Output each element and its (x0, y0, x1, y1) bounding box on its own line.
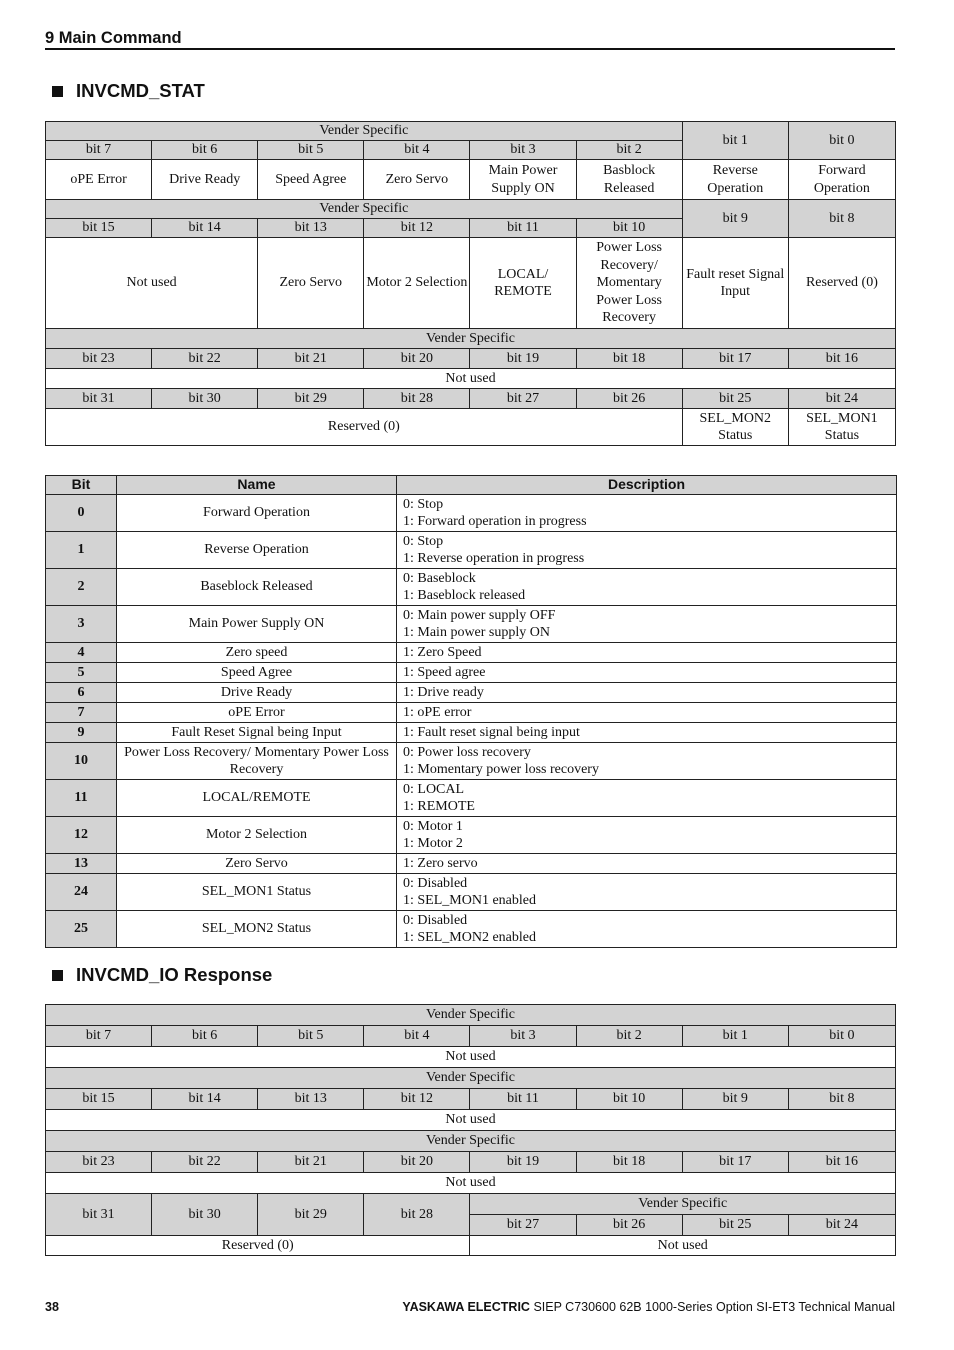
bit-label: bit 21 (258, 349, 364, 369)
reserved-cell: Reserved (0) (46, 1236, 470, 1256)
bit-label: bit 5 (258, 1026, 364, 1047)
footer-manual-title (402, 1300, 895, 1314)
bit-label: bit 12 (364, 219, 470, 238)
table-row (46, 532, 897, 569)
column-header: Description (397, 476, 897, 495)
table-row (46, 911, 897, 948)
bit-label: bit 7 (46, 1026, 152, 1047)
bit-label: bit 23 (46, 349, 152, 369)
description-line: 0: LOCAL (403, 781, 465, 797)
bit-name-cell: Drive Ready (117, 683, 397, 703)
bit-label: bit 1 (682, 1026, 788, 1047)
bit-number-cell: 12 (46, 817, 117, 854)
bit-description-cell (397, 606, 897, 643)
table-row (46, 606, 897, 643)
bit-value: Drive Ready (152, 160, 258, 200)
bit-description-cell (397, 532, 897, 569)
column-header: Bit (46, 476, 117, 495)
bit-label: bit 27 (470, 389, 576, 409)
bit-name-cell: Forward Operation (117, 495, 397, 532)
bit-number-cell: 3 (46, 606, 117, 643)
bit-description-cell (397, 683, 897, 703)
description-line: 1: Main power supply ON (403, 625, 550, 640)
section-title: INVCMD_STAT (76, 80, 205, 101)
table-row (46, 743, 897, 780)
footer-brand: YASKAWA ELECTRIC (402, 1300, 530, 1314)
bit-description-table (45, 475, 897, 948)
description-line: 1: SEL_MON2 enabled (403, 930, 536, 945)
bit-label: bit 14 (152, 219, 258, 238)
section-title: INVCMD_IO Response (76, 964, 273, 985)
bit-name-cell: Fault Reset Signal being Input (117, 723, 397, 743)
bit-value: Reserved (0) (46, 409, 683, 446)
bit-value: SEL_MON1 Status (788, 409, 895, 446)
bit-label: bit 15 (46, 219, 152, 238)
description-line: 0: Stop (403, 533, 444, 549)
bit-label: bit 10 (576, 1089, 682, 1110)
table-row (46, 663, 897, 683)
table-row (46, 780, 897, 817)
bit-label: bit 30 (152, 389, 258, 409)
vendor-specific-header: Vender Specific (470, 1194, 896, 1215)
bit-label: bit 4 (364, 1026, 470, 1047)
description-rows (46, 495, 897, 948)
bit-label: bit 24 (788, 1215, 895, 1236)
bit-label: bit 11 (470, 219, 576, 238)
bit-value: Zero Servo (258, 238, 364, 329)
bit-label: bit 30 (152, 1194, 258, 1236)
vendor-specific-header: Vender Specific (46, 1068, 896, 1089)
description-line: 0: Main power supply OFF (403, 607, 556, 623)
footer-manual-name: SIEP C730600 62B 1000-Series Option SI-ET3 Technical Manual (533, 1300, 895, 1314)
bit-name-cell: SEL_MON1 Status (117, 874, 397, 911)
bit-number-cell: 1 (46, 532, 117, 569)
bit-description-cell (397, 663, 897, 683)
bit-label: bit 19 (470, 349, 576, 369)
bit-label: bit 7 (46, 141, 152, 160)
description-line: 1: SEL_MON1 enabled (403, 893, 536, 908)
bit-label: bit 25 (682, 1215, 788, 1236)
bit-number-cell: 2 (46, 569, 117, 606)
bit-label: bit 9 (682, 200, 788, 238)
bit-value: Fault reset Signal Input (682, 238, 788, 329)
bit-label: bit 28 (364, 389, 470, 409)
bit-label: bit 31 (46, 1194, 152, 1236)
bit-label: bit 9 (682, 1089, 788, 1110)
bit-label: bit 18 (576, 1152, 682, 1173)
bit-value: Basblock Released (576, 160, 682, 200)
description-line: 1: oPE error (403, 704, 472, 720)
bit-label: bit 27 (470, 1215, 576, 1236)
description-line: 1: Zero servo (403, 855, 478, 871)
bit-label: bit 16 (788, 1152, 895, 1173)
bit-label: bit 14 (152, 1089, 258, 1110)
table-row (46, 683, 897, 703)
bit-value: oPE Error (46, 160, 152, 200)
description-line: 1: Drive ready (403, 684, 484, 700)
bit-label: bit 22 (152, 349, 258, 369)
description-line: 0: Power loss recovery (403, 744, 531, 760)
column-header: Name (117, 476, 397, 495)
table-row (46, 854, 897, 874)
bit-name-cell: oPE Error (117, 703, 397, 723)
description-line: 1: Baseblock released (403, 588, 526, 603)
table-row (46, 643, 897, 663)
page-number: 38 (45, 1300, 59, 1314)
bit-description-cell (397, 874, 897, 911)
chapter-heading: 9 Main Command (45, 29, 182, 47)
bit-label: bit 16 (788, 349, 895, 369)
section-heading-invcmd-stat (52, 80, 205, 102)
bit-name-cell: Motor 2 Selection (117, 817, 397, 854)
bit-description-cell (397, 495, 897, 532)
description-line: 0: Disabled (403, 875, 468, 891)
not-used-cell: Not used (46, 1110, 896, 1131)
not-used-cell: Not used (46, 369, 896, 389)
bit-description-cell (397, 703, 897, 723)
section-heading-invcmd-io (52, 964, 272, 986)
description-line: 0: Stop (403, 496, 444, 512)
bit-label: bit 5 (258, 141, 364, 160)
bit-label: bit 31 (46, 389, 152, 409)
bit-label: bit 23 (46, 1152, 152, 1173)
description-line: 1: Fault reset signal being input (403, 724, 580, 740)
bit-label: bit 15 (46, 1089, 152, 1110)
bit-label: bit 20 (364, 349, 470, 369)
bit-label: bit 29 (258, 389, 364, 409)
bit-description-cell (397, 911, 897, 948)
bit-label: bit 13 (258, 1089, 364, 1110)
bit-value: Forward Operation (788, 160, 895, 200)
bit-label: bit 0 (788, 1026, 895, 1047)
bit-label: bit 0 (788, 122, 895, 160)
description-line: 1: Speed agree (403, 664, 486, 680)
chapter-rule (45, 48, 895, 50)
bit-label: bit 3 (470, 1026, 576, 1047)
bit-value: Main Power Supply ON (470, 160, 576, 200)
bit-label: bit 3 (470, 141, 576, 160)
bit-label: bit 26 (576, 389, 682, 409)
bit-description-cell (397, 743, 897, 780)
bit-label: bit 10 (576, 219, 682, 238)
bit-label: bit 28 (364, 1194, 470, 1236)
description-line: 0: Motor 1 (403, 818, 463, 834)
bit-name-cell: Zero Servo (117, 854, 397, 874)
bit-label: bit 13 (258, 219, 364, 238)
bit-value: Zero Servo (364, 160, 470, 200)
table-row (46, 874, 897, 911)
vendor-specific-header: Vender Specific (46, 200, 683, 219)
vendor-specific-header: Vender Specific (46, 329, 896, 349)
description-line: 1: Momentary power loss recovery (403, 762, 599, 777)
vendor-specific-header: Vender Specific (46, 1005, 896, 1026)
bit-name-cell: Power Loss Recovery/ Momentary Power Loss Recovery (117, 743, 397, 780)
table-row (46, 703, 897, 723)
bit-label: bit 1 (682, 122, 788, 160)
bit-label: bit 11 (470, 1089, 576, 1110)
bit-value: Reserved (0) (788, 238, 895, 329)
description-line: 1: Reverse operation in progress (403, 551, 585, 566)
vendor-specific-header: Vender Specific (46, 122, 683, 141)
description-line: 1: Forward operation in progress (403, 514, 587, 529)
description-line: 1: Zero Speed (403, 644, 482, 660)
bit-number-cell: 13 (46, 854, 117, 874)
bit-value: Reverse Operation (682, 160, 788, 200)
not-used-cell: Not used (46, 1173, 896, 1194)
bit-name-cell: LOCAL/REMOTE (117, 780, 397, 817)
description-line: 0: Baseblock (403, 570, 476, 586)
square-bullet-icon (52, 86, 63, 97)
bit-number-cell: 25 (46, 911, 117, 948)
bit-label: bit 20 (364, 1152, 470, 1173)
table-row (46, 817, 897, 854)
bit-label: bit 2 (576, 1026, 682, 1047)
bit-number-cell: 6 (46, 683, 117, 703)
description-line: 0: Disabled (403, 912, 468, 928)
bit-description-cell (397, 569, 897, 606)
bit-value: SEL_MON2 Status (682, 409, 788, 446)
bit-label: bit 8 (788, 200, 895, 238)
stat-bit-table (45, 121, 896, 446)
bit-number-cell: 9 (46, 723, 117, 743)
description-line: 1: Motor 2 (403, 836, 463, 851)
bit-number-cell: 5 (46, 663, 117, 683)
bit-label: bit 4 (364, 141, 470, 160)
bit-description-cell (397, 643, 897, 663)
bit-name-cell: SEL_MON2 Status (117, 911, 397, 948)
bit-name-cell: Speed Agree (117, 663, 397, 683)
bit-label: bit 18 (576, 349, 682, 369)
not-used-cell: Not used (46, 1047, 896, 1068)
bit-name-cell: Zero speed (117, 643, 397, 663)
not-used-cell: Not used (470, 1236, 896, 1256)
bit-description-cell (397, 780, 897, 817)
table-row (46, 723, 897, 743)
bit-label: bit 29 (258, 1194, 364, 1236)
bit-label: bit 21 (258, 1152, 364, 1173)
bit-value: Power Loss Recovery/ Momentary Power Loss Recovery (576, 238, 682, 329)
bit-description-cell (397, 817, 897, 854)
bit-label: bit 19 (470, 1152, 576, 1173)
bit-number-cell: 4 (46, 643, 117, 663)
bit-label: bit 24 (788, 389, 895, 409)
bit-label: bit 26 (576, 1215, 682, 1236)
bit-number-cell: 24 (46, 874, 117, 911)
bit-name-cell: Main Power Supply ON (117, 606, 397, 643)
bit-label: bit 17 (682, 1152, 788, 1173)
bit-number-cell: 10 (46, 743, 117, 780)
bit-number-cell: 0 (46, 495, 117, 532)
bit-label: bit 6 (152, 1026, 258, 1047)
bit-value: Motor 2 Selection (364, 238, 470, 329)
bit-name-cell: Baseblock Released (117, 569, 397, 606)
bit-description-cell (397, 723, 897, 743)
bit-label: bit 8 (788, 1089, 895, 1110)
bit-name-cell: Reverse Operation (117, 532, 397, 569)
bit-label: bit 6 (152, 141, 258, 160)
bit-value: Speed Agree (258, 160, 364, 200)
bit-value: Not used (46, 238, 258, 329)
table-row (46, 569, 897, 606)
bit-description-cell (397, 854, 897, 874)
bit-value: LOCAL/ REMOTE (470, 238, 576, 329)
description-line: 1: REMOTE (403, 799, 475, 814)
vendor-specific-header: Vender Specific (46, 1131, 896, 1152)
bit-label: bit 12 (364, 1089, 470, 1110)
table-row (46, 495, 897, 532)
io-bit-table (45, 1004, 896, 1256)
bit-number-cell: 7 (46, 703, 117, 723)
bit-label: bit 17 (682, 349, 788, 369)
bit-label: bit 22 (152, 1152, 258, 1173)
bit-label: bit 25 (682, 389, 788, 409)
bit-label: bit 2 (576, 141, 682, 160)
square-bullet-icon (52, 970, 63, 981)
bit-number-cell: 11 (46, 780, 117, 817)
